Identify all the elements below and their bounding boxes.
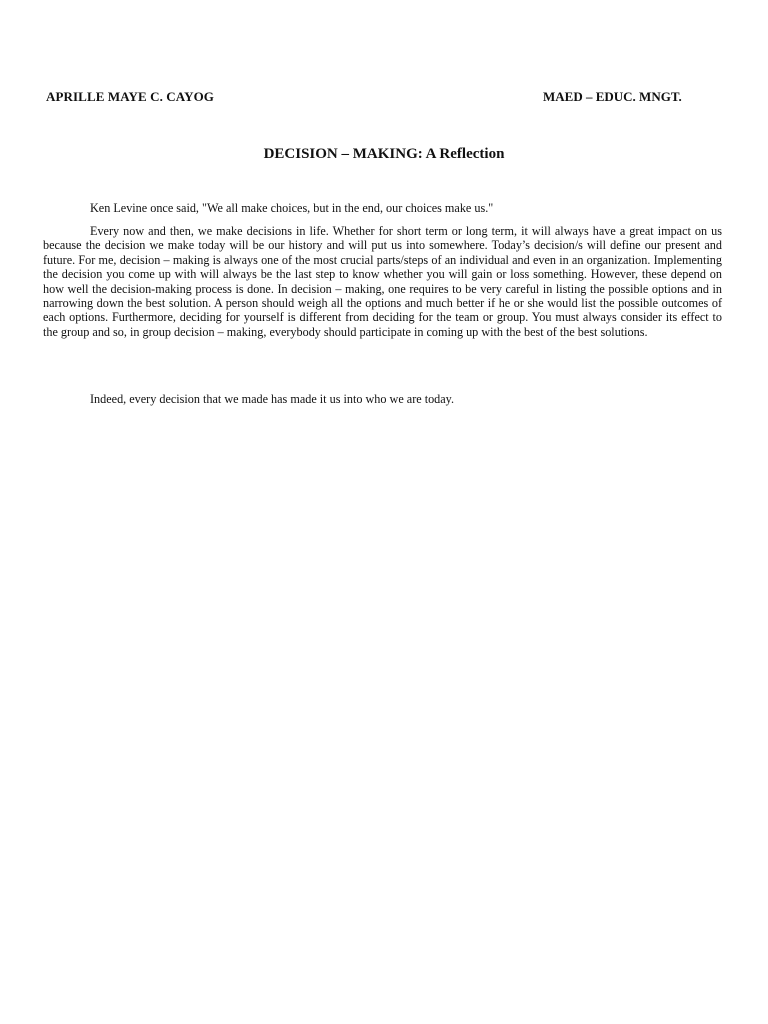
- body-paragraph: Every now and then, we make decisions in life. Whether for short term or long term, it will always have a great impact on us because the decision we make today will be our history and will put us into somewhere. Today’s decision/s will define our present and future. For me, decision – making is always one of the most crucial parts/steps of an individual and even in an organization. Implementing the decision you come up with will always be the last step to know whether you will gain or loss something. However, these depend on how well the decision-making process is done. In decision – making, one requires to be very careful in listing the possible options and in narrowing down the best solution. A person should weigh all the options and much better if he or she would list the possible outcomes of each options. Furthermore, deciding for yourself is different from deciding for the team or group. You must always consider its effect to the group and so, in group decision – making, everybody should participate in coming up with the best of the best solutions.: [43, 224, 722, 339]
- program-name: MAED – EDUC. MNGT.: [543, 89, 682, 104]
- closing-paragraph: Indeed, every decision that we made has made it us into who we are today.: [90, 392, 455, 406]
- quote-paragraph: Ken Levine once said, "We all make choices, but in the end, our choices make us.": [90, 201, 494, 215]
- author-name: APRILLE MAYE C. CAYOG: [46, 89, 214, 104]
- document-title: DECISION – MAKING: A Reflection: [263, 146, 505, 162]
